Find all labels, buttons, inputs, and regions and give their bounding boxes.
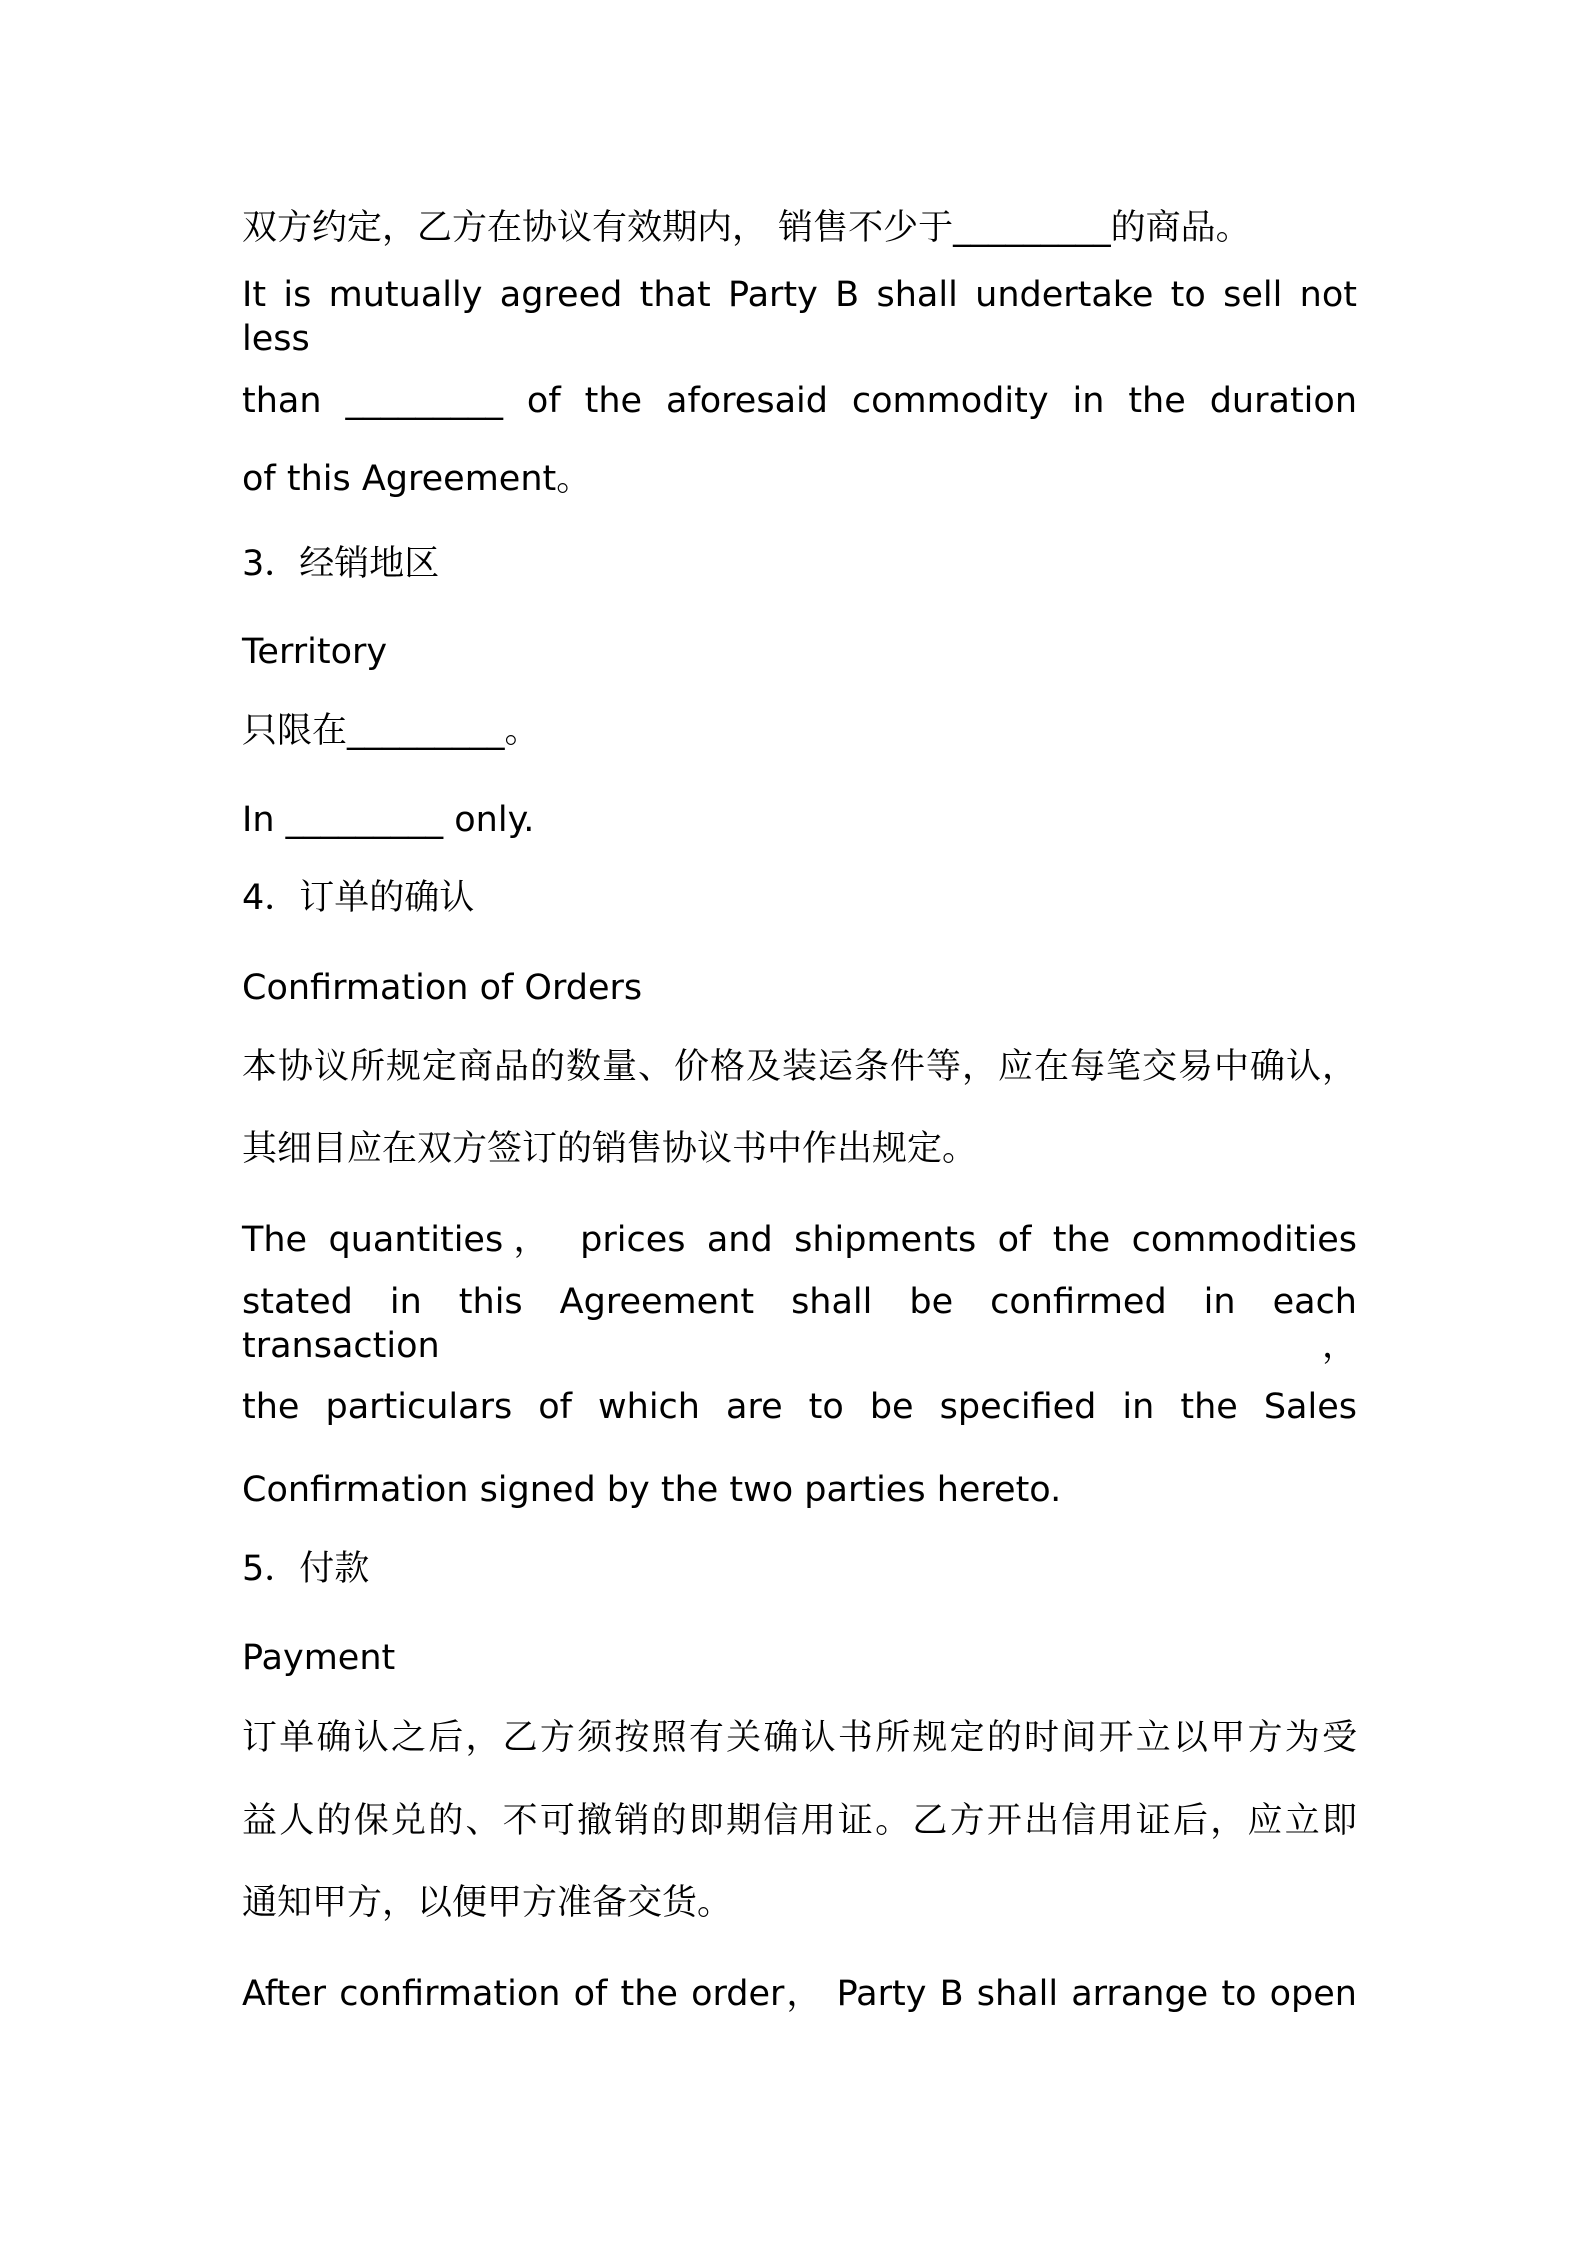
text-line: 其细目应在双方签订的销售协议书中作出规定。 [242, 1129, 978, 1169]
text-line: 通知甲方，以便甲方准备交货。 [242, 1883, 733, 1923]
text-line: In _________ only. [242, 800, 535, 840]
text-line: Confirmation signed by the two parties hereto. [242, 1470, 1062, 1510]
text-line: Territory [242, 632, 388, 672]
text-line: Confirmation of Orders [242, 968, 643, 1008]
text-line: of this Agreement。 [242, 459, 592, 499]
text-line: 3．经销地区 [242, 544, 440, 584]
text-line: 订单确认之后，乙方须按照有关确认书所规定的时间开立以甲方为受 [242, 1718, 1357, 1758]
text-line: It is mutually agreed that Party B shall undertake to sell not less [242, 275, 1357, 359]
text-line: 益人的保兑的、不可撤销的即期信用证。乙方开出信用证后，应立即 [242, 1801, 1357, 1841]
text-line: the particulars of which are to be specified in the Sales [242, 1387, 1357, 1427]
text-line: 4．订单的确认 [242, 878, 475, 918]
text-line: Payment [242, 1638, 396, 1678]
text-line: than _________ of the aforesaid commodity in the duration [242, 381, 1357, 421]
text-line: 双方约定，乙方在协议有效期内， 销售不少于_________的商品。 [242, 208, 1251, 248]
text-line: 本协议所规定商品的数量、价格及装运条件等，应在每笔交易中确认， [242, 1047, 1357, 1087]
text-line: stated in this Agreement shall be confirmed in each transaction， [242, 1282, 1357, 1366]
text-line: 5．付款 [242, 1549, 370, 1589]
text-line: After confirmation of the order， Party B shall arrange to open [242, 1974, 1357, 2014]
text-line: 只限在_________。 [242, 711, 540, 751]
text-line: The quantities， prices and shipments of the commodities [242, 1220, 1357, 1260]
